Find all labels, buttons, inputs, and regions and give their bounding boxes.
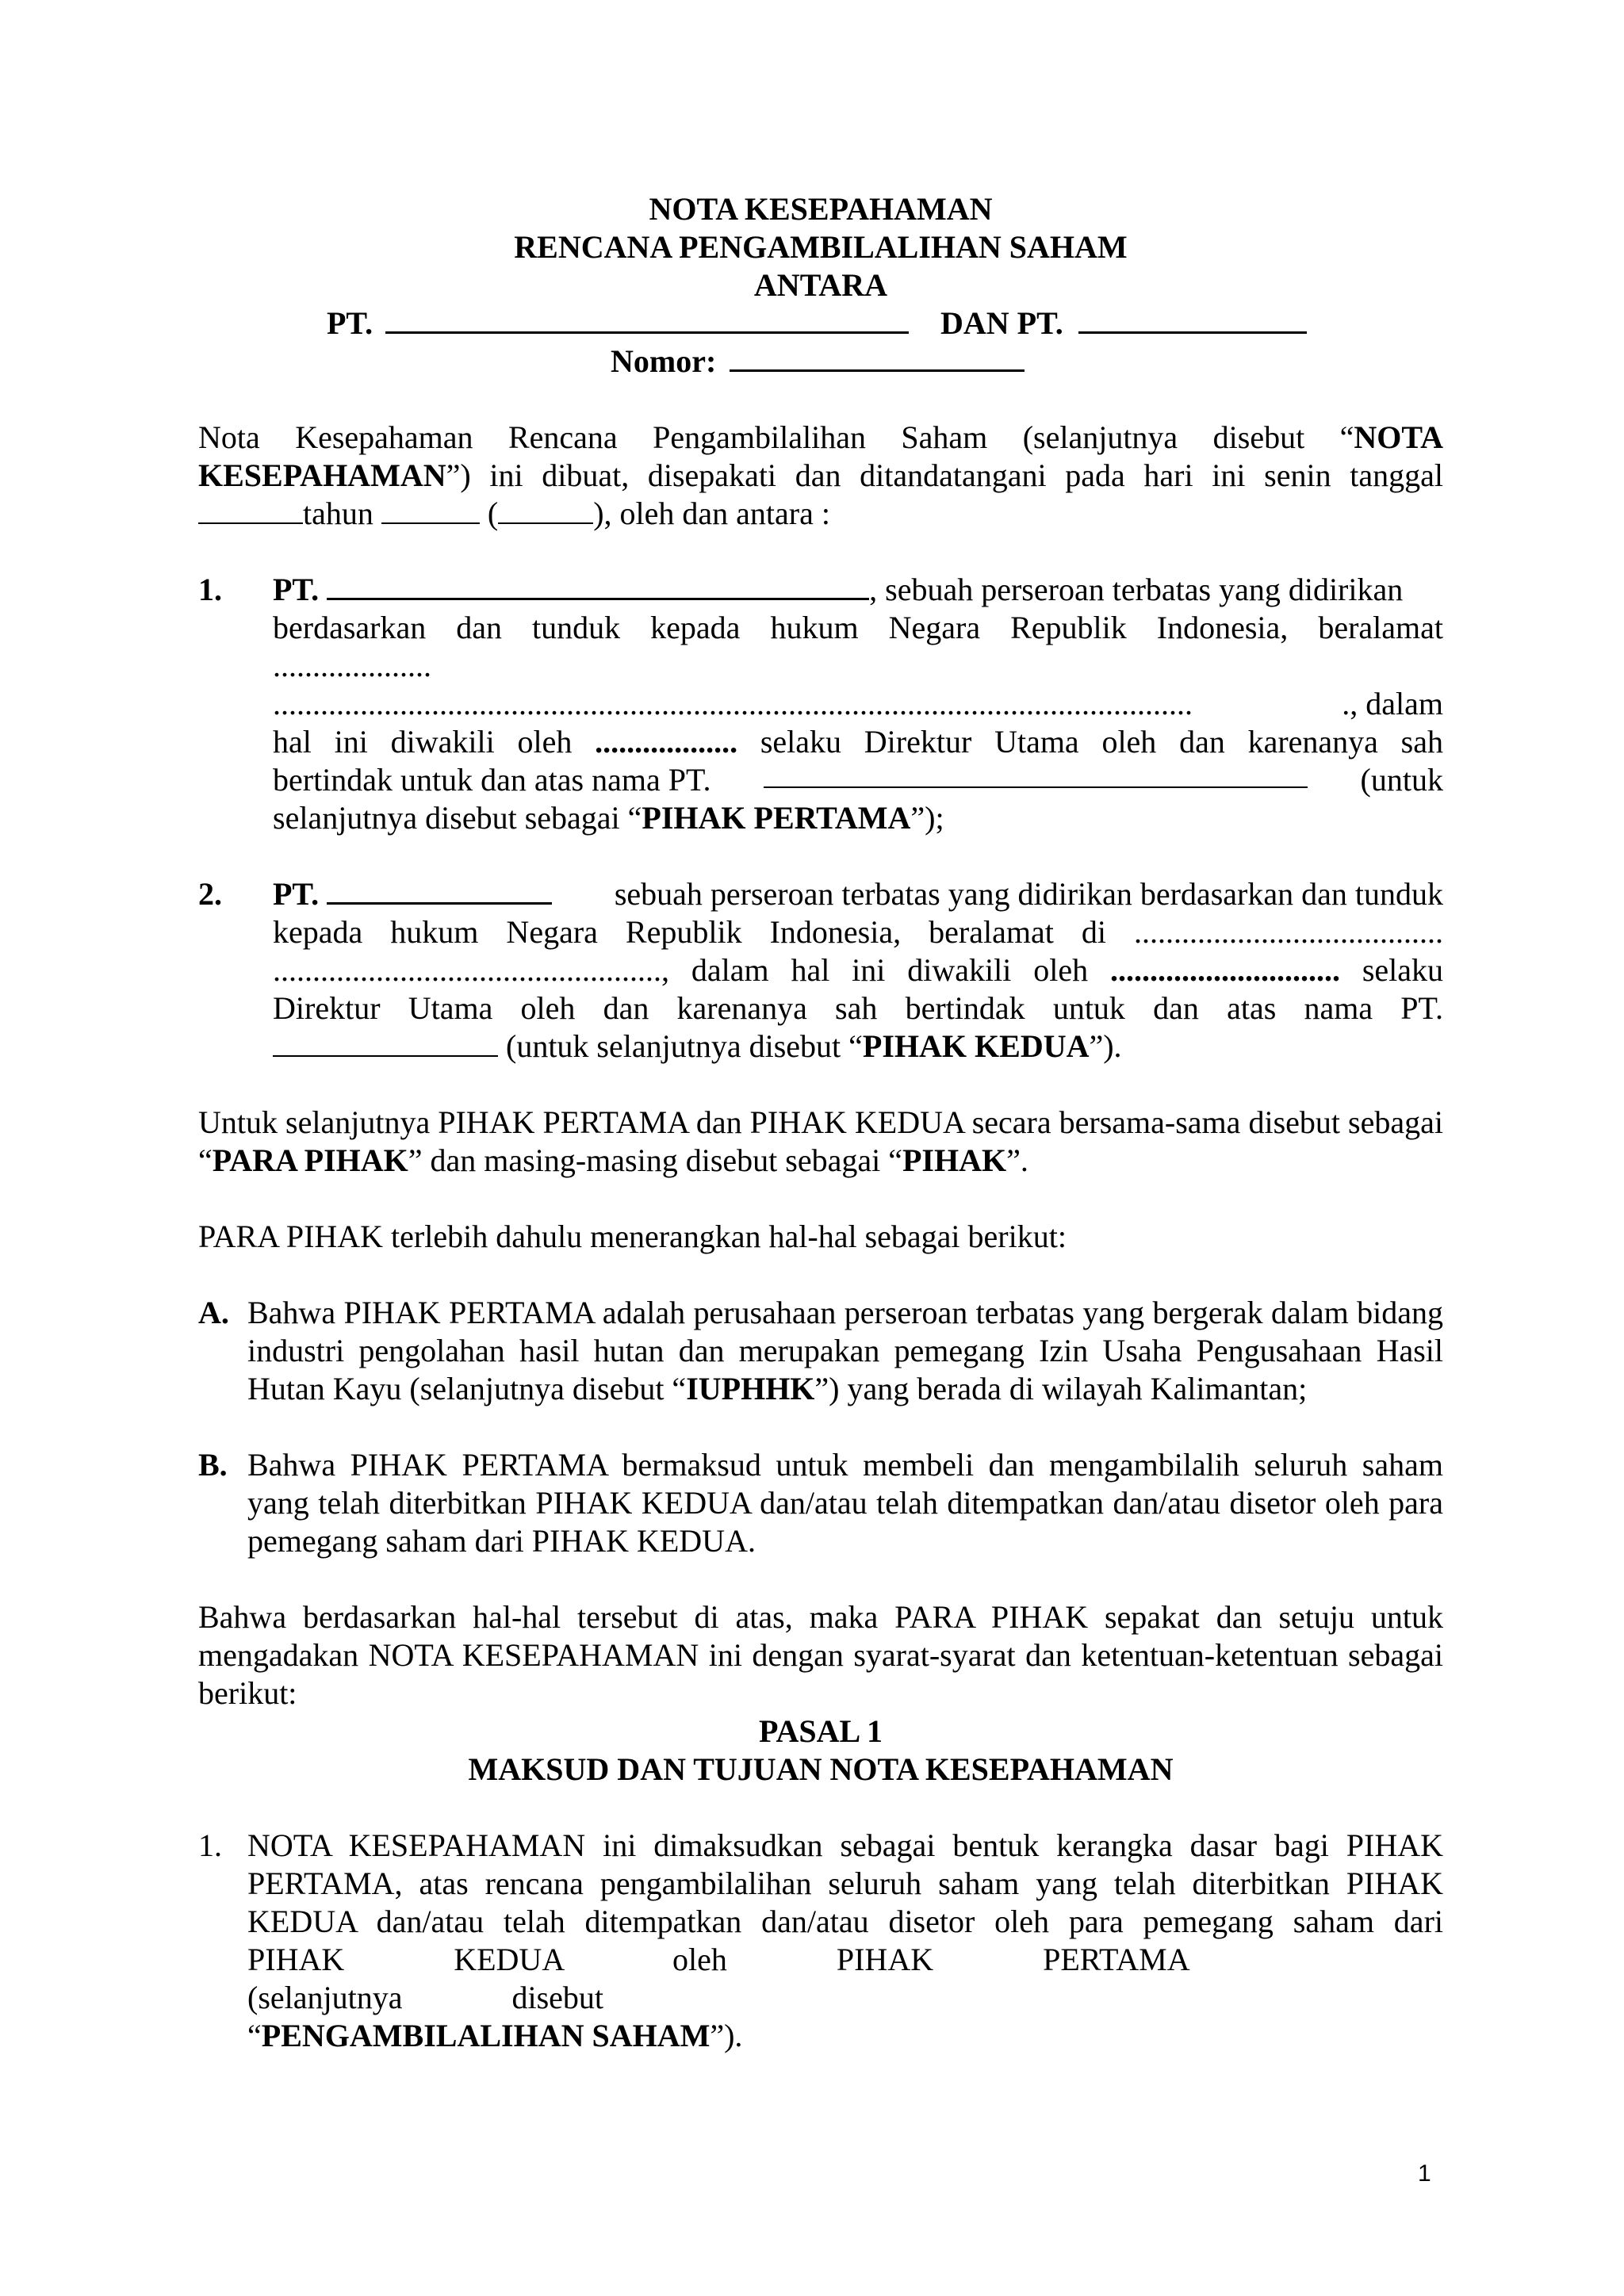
pasal-1-item-1: 1. NOTA KESEPAHAMAN ini dimaksudkan sebagai bentuk kerangka dasar bagi PIHAK PERTAMA, atas rencana pengambilalihan seluruh saham yang telah diterbitkan PIHAK KEDUA dan/atau telah ditempatkan dan/atau disetor oleh para pemegang saham dari PIHAK KEDUA oleh PIHAK PERTAMA (selanjutnya disebut “PENGAMBILALIHAN SAHAM”). [198,1827,1443,2053]
doc-subtitle: RENCANA PENGAMBILALIHAN SAHAM [514,229,1128,265]
nomor-blank [730,342,1025,372]
para-pihak-paragraph: Untuk selanjutnya PIHAK PERTAMA dan PIHAK KEDUA secara bersama-sama disebut sebagai “PARA PIHAK” dan masing-masing disebut sebagai “PIHAK”. [198,1104,1443,1178]
party-1: 1. PT. , sebuah perseroan terbatas yang didirikan berdasarkan dan tunduk kepada hukum Negara Republik Indonesia, beralamat .................... .................................................................................................................... ., dalam hal ini diwakili oleh .................. selaku Direktur Utama oleh dan karenanya sah bertindak untuk dan atas nama PT. (untuk selanjutnya disebut sebagai “PIHAK PERTAMA”); [198,572,1443,836]
doc-antara: ANTARA [753,267,888,303]
recital-intro: PARA PIHAK terlebih dahulu menerangkan hal-hal sebagai berikut: [198,1219,1067,1254]
party-1-name-blank [327,572,869,600]
party-2: 2. PT. sebuah perseroan terbatas yang didirikan berdasarkan dan tunduk kepada hukum Negara Republik Indonesia, beralamat di ....................................... ................................................., dalam hal ini diwakili oleh ............................. selaku Direktur Utama oleh dan karenanya sah bertindak untuk dan atas nama PT. (untuk selanjutnya disebut “PIHAK KEDUA”). [198,876,1443,1064]
nomor-label: Nomor: [611,343,717,379]
second-pt-name-blank [1078,304,1307,334]
recital-b: B. Bahwa PIHAK PERTAMA bermaksud untuk membeli dan mengambilalih seluruh saham yang telah diterbitkan PIHAK KEDUA dan/atau telah ditempatkan dan/atau disetor oleh para pemegang saham dari PIHAK KEDUA. [198,1447,1443,1559]
intro-paragraph: Nota Kesepahaman Rencana Pengambilalihan Saham (selanjutnya disebut “NOTA KESEPAHAMAN”) ini dibuat, disepakati dan ditandatangani pada hari ini senin tanggal tahun ( ), oleh dan antara : [198,419,1443,531]
recital-b-letter: B. [198,1447,228,1483]
tanggal-blank [198,497,303,524]
nomor-line [198,342,1443,381]
pasal-1-item-1-number: 1. [198,1827,222,1863]
party-2-name-blank [327,877,552,905]
parties-title-line [198,304,1443,342]
agreement-paragraph: Bahwa berdasarkan hal-hal tersebut di atas, maka PARA PIHAK sepakat dan setuju untuk mengadakan NOTA KESEPAHAMAN ini dengan syarat-syarat dan ketentuan-ketentuan sebagai berikut: [198,1599,1443,1711]
recital-a-letter: A. [198,1295,229,1330]
document-body [198,190,1443,2055]
dan-pt-label: DAN PT. [940,305,1063,341]
party-1-pt-blank [764,761,1308,788]
pasal-1-subtitle: MAKSUD DAN TUJUAN NOTA KESEPAHAMAN [468,1751,1174,1787]
pasal-1-title: PASAL 1 [759,1713,883,1749]
party-2-pt-blank [273,1030,498,1057]
page-number: 1 [1418,2160,1431,2187]
recital-a: A. Bahwa PIHAK PERTAMA adalah perusahaan perseroan terbatas yang bergerak dalam bidang industri pengolahan hasil hutan dan merupakan pemegang Izin Usaha Pengusahaan Hasil Hutan Kayu (selanjutnya disebut “IUPHHK”) yang berada di wilayah Kalimantan; [198,1295,1443,1406]
tahun-blank [381,497,480,524]
tahun-words-blank [498,497,593,524]
pt-label: PT. [327,305,373,341]
doc-title: NOTA KESEPAHAMAN [649,191,993,227]
party-2-number: 2. [198,876,222,912]
pt-name-blank [385,304,909,334]
party-1-number: 1. [198,572,222,607]
